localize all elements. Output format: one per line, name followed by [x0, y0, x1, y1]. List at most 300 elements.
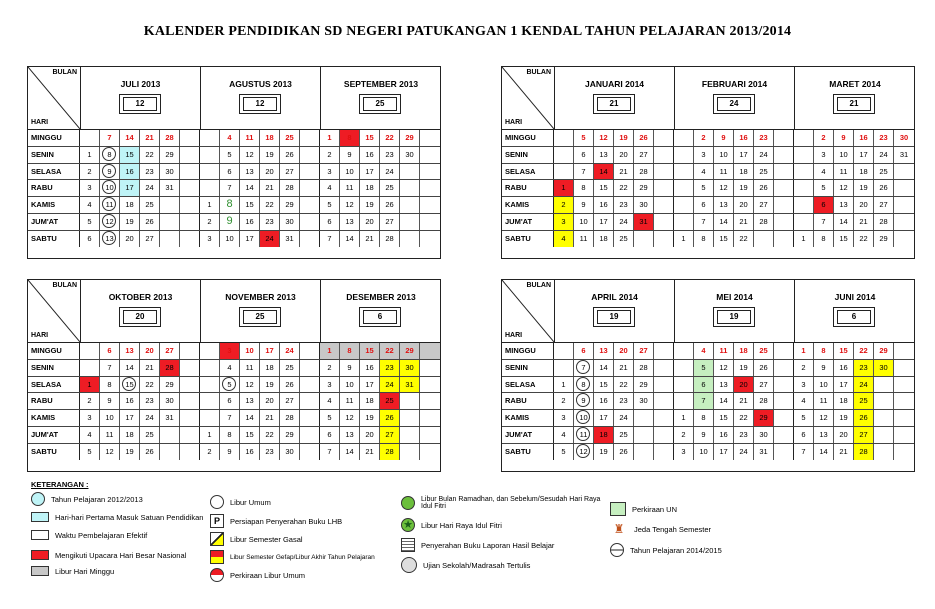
date-cell: 6: [814, 197, 834, 213]
month-name: JUNI 2014: [834, 292, 876, 302]
legend-label: Libur Hari Raya Idul Fitri: [421, 520, 502, 530]
date-cell: 11: [240, 130, 260, 146]
effective-days-count: 21: [597, 97, 631, 111]
month-header: [795, 280, 915, 342]
date-cell: 27: [854, 427, 874, 443]
date-cell: 19: [834, 410, 854, 426]
day-label: SELASA: [28, 377, 80, 393]
date-cell: [300, 231, 320, 247]
date-cell: [180, 410, 200, 426]
date-cell: 19: [734, 180, 754, 196]
date-cell: [200, 164, 220, 180]
date-cell: 26: [280, 377, 300, 393]
date-cell: 3: [200, 231, 220, 247]
month-week-cells: [674, 164, 794, 180]
calendar-block-apr-jun: [501, 279, 915, 472]
month-header: [81, 67, 201, 129]
line-circle-icon: [610, 543, 624, 557]
month-week-cells: [320, 147, 440, 163]
date-cell: 29: [874, 231, 894, 247]
date-cell: 15: [714, 231, 734, 247]
date-cell: 26: [380, 410, 400, 426]
date-cell: [400, 214, 420, 230]
month-header: [555, 67, 675, 129]
date-cell: 14: [240, 410, 260, 426]
date-cell: 22: [854, 343, 874, 359]
date-cell: [180, 377, 200, 393]
month-week-cells: [554, 343, 674, 359]
date-cell: [774, 197, 794, 213]
date-cell: [874, 427, 894, 443]
bulan-label: BULAN: [52, 282, 77, 289]
date-cell: [674, 180, 694, 196]
date-cell: 8: [574, 377, 594, 393]
month-week-cells: [320, 130, 440, 146]
date-cell: 12: [240, 377, 260, 393]
figure-icon: ♜: [613, 522, 625, 536]
date-cell: 22: [614, 377, 634, 393]
date-cell: 21: [734, 393, 754, 409]
legend-item: [210, 495, 271, 509]
hari-label: HARI: [505, 119, 523, 126]
date-cell: 5: [794, 410, 814, 426]
date-cell: 19: [594, 444, 614, 460]
date-cell: 17: [834, 377, 854, 393]
date-cell: 16: [360, 147, 380, 163]
date-cell: 6: [80, 231, 100, 247]
date-cell: 10: [240, 343, 260, 359]
month-header: [675, 67, 795, 129]
date-cell: 23: [140, 164, 160, 180]
date-cell: 24: [380, 377, 400, 393]
date-cell: [180, 427, 200, 443]
date-cell: 9: [694, 427, 714, 443]
day-row: [502, 180, 914, 197]
date-cell: 5: [814, 180, 834, 196]
date-cell: 10: [100, 180, 120, 196]
date-cell: 16: [594, 197, 614, 213]
date-cell: 27: [160, 343, 180, 359]
date-cell: 1: [554, 377, 574, 393]
date-cell: 27: [140, 231, 160, 247]
legend: [27, 480, 907, 605]
date-cell: 29: [874, 343, 894, 359]
effective-days-count: 21: [837, 97, 871, 111]
date-cell: 11: [714, 343, 734, 359]
month-week-cells: [80, 231, 200, 247]
date-cell: 6: [694, 197, 714, 213]
legend-item: [31, 492, 143, 506]
month-week-cells: [794, 197, 914, 213]
date-cell: 28: [160, 360, 180, 376]
day-row: [502, 377, 914, 394]
day-label: KAMIS: [502, 410, 554, 426]
date-cell: [894, 214, 914, 230]
date-cell: 9: [100, 164, 120, 180]
date-cell: 29: [160, 377, 180, 393]
date-cell: 31: [634, 214, 654, 230]
month-week-cells: [794, 393, 914, 409]
date-cell: 9: [100, 393, 120, 409]
yellow-slash-icon: [210, 532, 224, 546]
day-label: MINGGU: [502, 343, 554, 359]
date-cell: 17: [360, 377, 380, 393]
date-cell: 4: [554, 231, 574, 247]
day-row: [502, 130, 914, 147]
legend-label: Penyerahan Buku Laporan Hasil Belajar: [421, 540, 555, 550]
legend-item: [401, 557, 530, 573]
day-row: [28, 360, 440, 377]
date-cell: 8: [100, 377, 120, 393]
date-cell: 2: [200, 444, 220, 460]
month-week-cells: [80, 147, 200, 163]
day-label: SABTU: [502, 444, 554, 460]
day-row: [28, 444, 440, 460]
date-cell: 27: [380, 214, 400, 230]
calendar-block-jan-mar: [501, 66, 915, 259]
date-cell: [200, 180, 220, 196]
month-name: JULI 2013: [120, 79, 161, 89]
date-cell: 29: [400, 343, 420, 359]
date-cell: [300, 180, 320, 196]
month-week-cells: [554, 197, 674, 213]
date-cell: 29: [634, 377, 654, 393]
date-cell: [654, 180, 674, 196]
date-cell: 30: [634, 393, 654, 409]
date-cell: 21: [614, 164, 634, 180]
date-cell: [420, 231, 440, 247]
cyan-circle-icon: [31, 492, 45, 506]
date-cell: 29: [280, 197, 300, 213]
date-cell: 12: [100, 444, 120, 460]
month-week-cells: [200, 410, 320, 426]
calendar-block-jul-sep: [27, 66, 441, 259]
date-cell: 9: [340, 360, 360, 376]
half-red-circle-icon: [210, 568, 224, 582]
month-week-cells: [80, 197, 200, 213]
date-cell: 16: [854, 130, 874, 146]
month-week-cells: [320, 343, 440, 359]
date-cell: 13: [340, 427, 360, 443]
date-cell: 16: [360, 360, 380, 376]
date-cell: [774, 147, 794, 163]
month-header: [555, 280, 675, 342]
date-cell: [554, 343, 574, 359]
date-cell: 14: [240, 180, 260, 196]
date-cell: [420, 197, 440, 213]
date-cell: 6: [694, 377, 714, 393]
date-cell: 26: [634, 130, 654, 146]
date-cell: 31: [160, 410, 180, 426]
date-cell: 15: [714, 410, 734, 426]
month-header-row: [502, 67, 914, 130]
month-week-cells: [794, 444, 914, 460]
date-cell: 25: [140, 197, 160, 213]
date-cell: [420, 444, 440, 460]
effective-days-count: 24: [717, 97, 751, 111]
date-cell: 18: [120, 197, 140, 213]
month-week-cells: [554, 231, 674, 247]
date-cell: 25: [380, 393, 400, 409]
date-cell: [774, 231, 794, 247]
date-cell: 15: [834, 343, 854, 359]
date-cell: 31: [899, 149, 909, 159]
effective-days-count: 19: [717, 310, 751, 324]
day-row: [28, 410, 440, 427]
legend-label: Libur Bulan Ramadhan, dan Sebelum/Sesudah Hari Raya Idul Fitri: [421, 496, 601, 510]
date-cell: [654, 410, 674, 426]
legend-label: Waktu Pembelajaran Efektif: [55, 530, 148, 540]
date-cell: [654, 164, 674, 180]
date-cell: 10: [574, 410, 594, 426]
date-cell: 13: [100, 231, 120, 247]
month-week-cells: [554, 410, 674, 426]
corner-cell: [502, 67, 555, 129]
date-cell: 13: [834, 197, 854, 213]
legend-item: [401, 496, 601, 510]
day-label: SENIN: [502, 147, 554, 163]
month-name: NOVEMBER 2013: [225, 292, 296, 302]
month-week-cells: [794, 214, 914, 230]
date-cell: 21: [140, 360, 160, 376]
month-week-cells: [674, 393, 794, 409]
date-cell: 17: [734, 147, 754, 163]
date-cell: [300, 427, 320, 443]
date-cell: [774, 377, 794, 393]
month-week-cells: [200, 197, 320, 213]
date-cell: 31: [280, 231, 300, 247]
date-cell: 18: [260, 360, 280, 376]
date-cell: 30: [400, 147, 420, 163]
day-label: SELASA: [28, 164, 80, 180]
day-row: [502, 214, 914, 231]
date-cell: 14: [120, 130, 140, 146]
month-week-cells: [80, 343, 200, 359]
date-cell: [674, 214, 694, 230]
date-cell: [554, 164, 574, 180]
date-cell: 27: [754, 377, 774, 393]
date-cell: 1: [674, 410, 694, 426]
date-cell: 28: [380, 231, 400, 247]
date-cell: 8: [814, 343, 834, 359]
date-cell: 10: [220, 231, 240, 247]
date-cell: 13: [814, 427, 834, 443]
date-cell: 17: [240, 231, 260, 247]
date-cell: 24: [734, 444, 754, 460]
month-header-row: [28, 280, 440, 343]
date-cell: [654, 343, 674, 359]
month-week-cells: [554, 214, 674, 230]
date-cell: 29: [280, 427, 300, 443]
date-cell: [794, 180, 814, 196]
date-cell: 17: [854, 147, 874, 163]
month-header: [81, 280, 201, 342]
date-cell: [200, 130, 220, 146]
date-cell: 20: [260, 164, 280, 180]
date-cell: 4: [80, 197, 100, 213]
date-cell: 1: [674, 231, 694, 247]
day-label: JUM'AT: [502, 427, 554, 443]
date-cell: 26: [140, 214, 160, 230]
legend-item: [610, 524, 711, 534]
day-row: [502, 444, 914, 460]
month-week-cells: [554, 360, 674, 376]
date-cell: 14: [594, 360, 614, 376]
date-cell: 10: [340, 377, 360, 393]
date-cell: 28: [634, 360, 654, 376]
date-cell: 19: [120, 214, 140, 230]
green-circle-icon: [401, 496, 415, 510]
legend-label: Libur Semester Gefap/Libur Akhir Tahun Pelajaran: [230, 553, 375, 561]
date-cell: 5: [80, 214, 100, 230]
month-week-cells: [554, 164, 674, 180]
date-cell: 23: [854, 360, 874, 376]
red-yellow-icon: [210, 550, 224, 564]
date-cell: 12: [714, 360, 734, 376]
date-cell: 23: [380, 147, 400, 163]
date-cell: [180, 180, 200, 196]
legend-item: [210, 514, 342, 528]
date-cell: 12: [574, 444, 594, 460]
date-cell: 23: [380, 360, 400, 376]
month-week-cells: [200, 377, 320, 393]
month-week-cells: [674, 231, 794, 247]
date-cell: [774, 427, 794, 443]
month-week-cells: [320, 214, 440, 230]
month-week-cells: [794, 231, 914, 247]
month-week-cells: [674, 214, 794, 230]
date-cell: 27: [754, 197, 774, 213]
month-week-cells: [554, 427, 674, 443]
date-cell: 14: [714, 214, 734, 230]
date-cell: 1: [200, 197, 220, 213]
month-week-cells: [200, 180, 320, 196]
month-week-cells: [320, 231, 440, 247]
date-cell: 27: [280, 164, 300, 180]
gray-circle-icon: [401, 557, 417, 573]
date-cell: 22: [140, 377, 160, 393]
month-name: OKTOBER 2013: [108, 292, 173, 302]
date-cell: 2: [794, 360, 814, 376]
date-cell: 1: [320, 130, 340, 146]
date-cell: 19: [614, 130, 634, 146]
date-cell: [180, 360, 200, 376]
date-cell: 18: [734, 164, 754, 180]
date-cell: 2: [80, 393, 100, 409]
day-label: RABU: [502, 393, 554, 409]
legend-item: [610, 502, 677, 516]
day-row: [502, 393, 914, 410]
date-cell: [180, 197, 200, 213]
month-week-cells: [674, 377, 794, 393]
date-cell: 7: [100, 130, 120, 146]
date-cell: [894, 444, 914, 460]
date-cell: 2: [694, 130, 714, 146]
bulan-label: BULAN: [526, 282, 551, 289]
date-cell: 2: [320, 360, 340, 376]
day-label: MINGGU: [28, 343, 80, 359]
date-cell: [300, 444, 320, 460]
month-name: SEPTEMBER 2013: [343, 79, 419, 89]
date-cell: 24: [140, 180, 160, 196]
date-cell: 25: [614, 427, 634, 443]
date-cell: 30: [899, 133, 909, 142]
date-cell: 13: [240, 164, 260, 180]
month-week-cells: [80, 393, 200, 409]
date-cell: 28: [280, 410, 300, 426]
date-cell: 26: [874, 180, 894, 196]
date-cell: [420, 180, 440, 196]
date-cell: 5: [694, 360, 714, 376]
legend-label: Persiapan Penyerahan Buku LHB: [230, 516, 343, 526]
date-cell: [400, 197, 420, 213]
date-cell: [420, 164, 440, 180]
date-cell: [180, 231, 200, 247]
date-cell: 15: [360, 343, 380, 359]
date-cell: 7: [794, 444, 814, 460]
month-week-cells: [200, 214, 320, 230]
date-cell: 13: [340, 214, 360, 230]
date-cell: 1: [80, 147, 100, 163]
date-cell: 5: [220, 377, 240, 393]
date-cell: 24: [380, 164, 400, 180]
date-cell: [894, 410, 914, 426]
date-cell: [774, 410, 794, 426]
date-cell: [420, 214, 440, 230]
date-cell: 15: [120, 147, 140, 163]
date-cell: 14: [120, 360, 140, 376]
date-cell: 7: [814, 214, 834, 230]
month-week-cells: [674, 180, 794, 196]
date-cell: 2: [814, 130, 834, 146]
month-header: [795, 67, 915, 129]
date-cell: 23: [734, 427, 754, 443]
month-week-cells: [200, 360, 320, 376]
date-cell: 17: [360, 164, 380, 180]
date-cell: 30: [874, 360, 894, 376]
date-cell: 3: [694, 147, 714, 163]
date-cell: 12: [814, 410, 834, 426]
date-cell: 3: [554, 410, 574, 426]
date-cell: 26: [754, 360, 774, 376]
date-cell: [894, 180, 914, 196]
month-header: [201, 67, 321, 129]
green-star-icon: ★: [401, 518, 415, 532]
date-cell: 4: [220, 130, 240, 146]
date-cell: [400, 180, 420, 196]
date-cell: [180, 343, 200, 359]
date-cell: 7: [220, 410, 240, 426]
date-cell: 14: [714, 393, 734, 409]
month-week-cells: [674, 197, 794, 213]
day-row: [28, 130, 440, 147]
date-cell: 15: [240, 427, 260, 443]
effective-days-count: 20: [123, 310, 157, 324]
date-cell: 5: [320, 197, 340, 213]
date-cell: [674, 164, 694, 180]
month-week-cells: [80, 360, 200, 376]
date-cell: 3: [674, 444, 694, 460]
day-row: [28, 231, 440, 247]
day-label: SABTU: [28, 444, 80, 460]
date-cell: [200, 360, 220, 376]
date-cell: 28: [160, 130, 180, 146]
date-cell: 11: [240, 360, 260, 376]
date-cell: [774, 444, 794, 460]
date-cell: 30: [160, 164, 180, 180]
cyan-hatch-icon: [31, 512, 49, 522]
legend-item: [210, 568, 305, 582]
